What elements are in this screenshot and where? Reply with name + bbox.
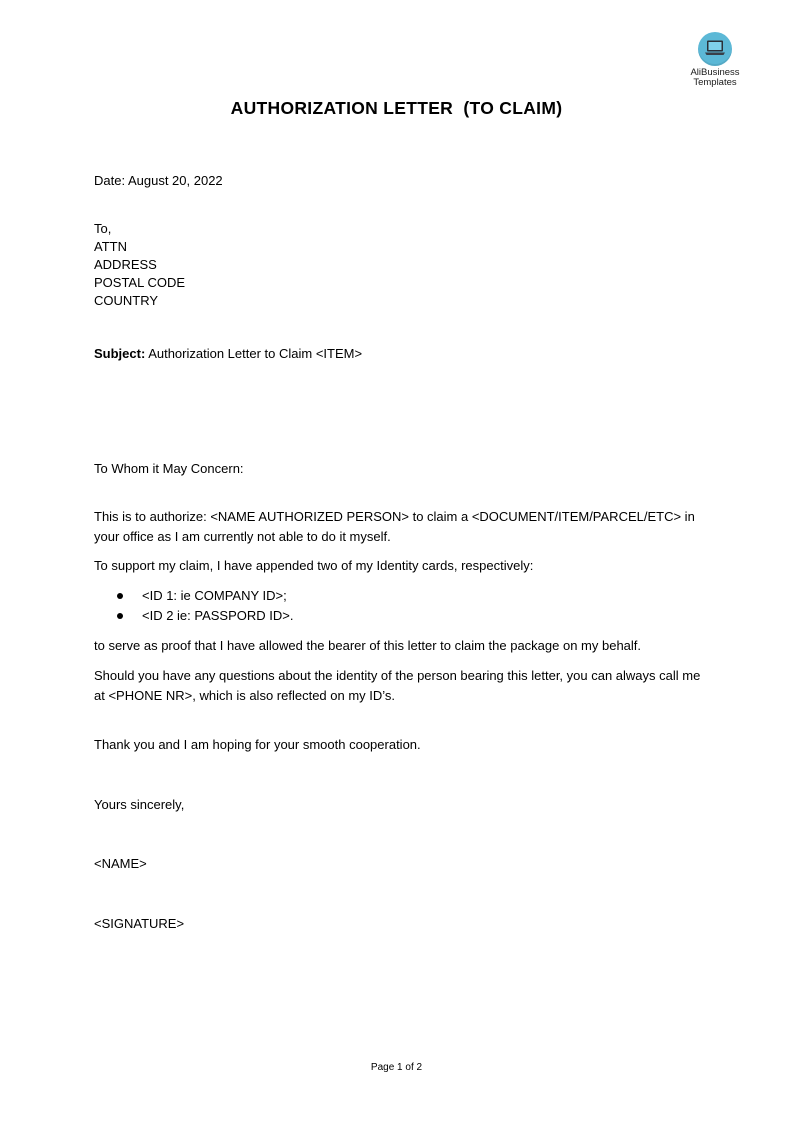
proof-paragraph: to serve as proof that I have allowed the bearer of this letter to claim the package on my behalf.: [94, 638, 642, 653]
id-item-2: <ID 2 ie: PASSPORD ID>.: [142, 608, 294, 623]
bullet-icon: [117, 613, 123, 619]
name-placeholder: <NAME>: [94, 856, 147, 871]
laptop-icon: [698, 32, 732, 66]
page-number: Page 1 of 2: [370, 1062, 423, 1073]
questions-paragraph: Should you have any questions about the identity of the person bearing this letter, you can always call me at <PHONE NR>, which is also reflected on my ID’s.: [94, 668, 701, 703]
authorize-paragraph: This is to authorize: <NAME AUTHORIZED PERSON> to claim a <DOCUMENT/ITEM/PARCEL/ETC> in your office as I am currently not able to do it myself.: [94, 509, 695, 544]
thanks-paragraph: Thank you and I am hoping for your smooth cooperation.: [94, 737, 421, 752]
brand-logo: [683, 32, 747, 88]
recipient-to: To,: [94, 221, 112, 236]
id-list: [94, 586, 293, 626]
id-item-1: <ID 1: ie COMPANY ID>;: [142, 588, 287, 603]
recipient-block: [94, 220, 185, 310]
brand-subtitle: Templates: [693, 77, 737, 88]
closing: Yours sincerely,: [94, 797, 185, 812]
bullet-icon: [117, 593, 123, 599]
subject-text: Authorization Letter to Claim <ITEM>: [145, 346, 363, 361]
signature-placeholder: <SIGNATURE>: [94, 916, 185, 931]
subject-line: [94, 345, 362, 363]
recipient-country: COUNTRY: [94, 293, 159, 308]
list-item: [94, 606, 293, 626]
recipient-address: ADDRESS: [94, 257, 157, 272]
list-item: [94, 586, 293, 606]
salutation: To Whom it May Concern:: [94, 461, 244, 476]
date-line: Date: August 20, 2022: [94, 173, 223, 188]
support-paragraph: To support my claim, I have appended two of my Identity cards, respectively:: [94, 558, 534, 573]
recipient-attn: ATTN: [94, 239, 127, 254]
letter-title: AUTHORIZATION LETTER (TO CLAIM): [230, 98, 563, 118]
brand-name: AliBusiness: [690, 67, 740, 78]
recipient-postal-code: POSTAL CODE: [94, 275, 186, 290]
subject-label: Subject:: [94, 346, 146, 361]
